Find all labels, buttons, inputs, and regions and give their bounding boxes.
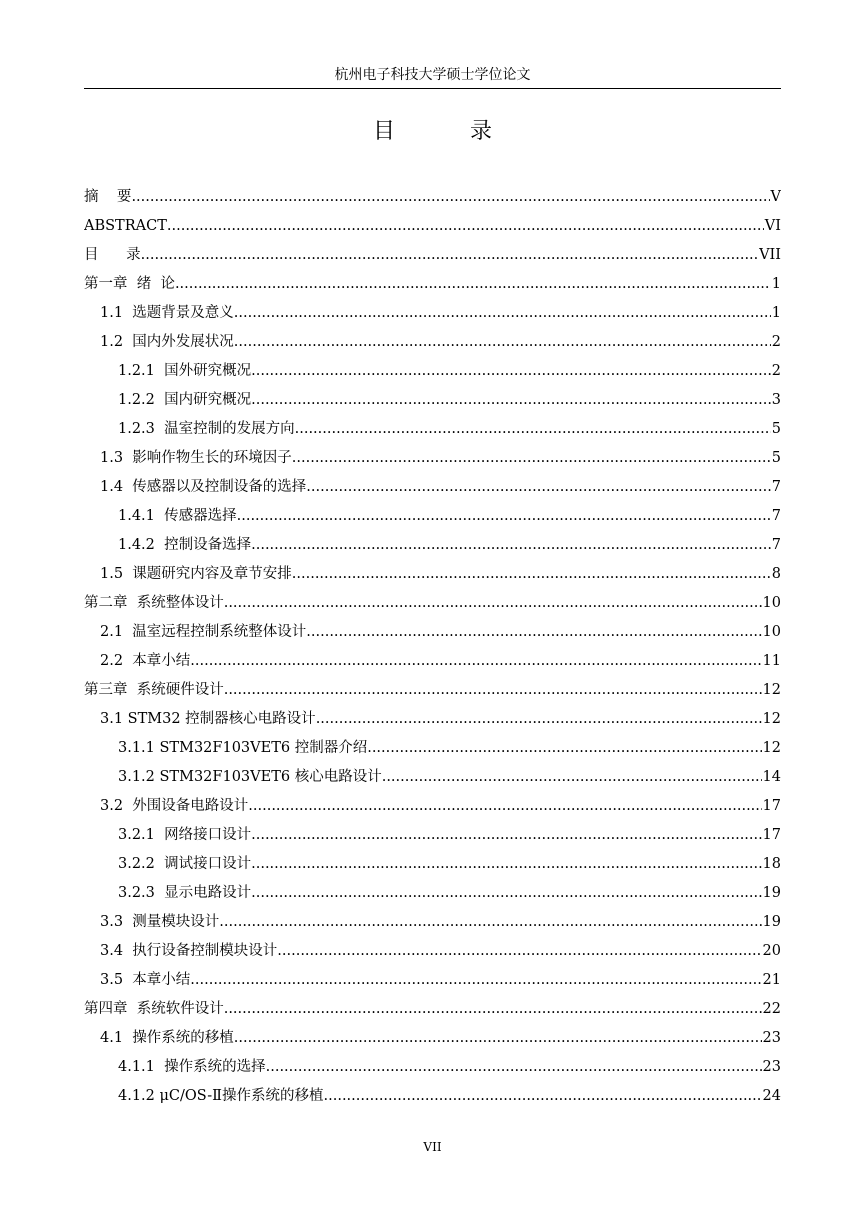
toc-entry-title: 3.1 STM32 控制器核心电路设计 [100,711,316,727]
toc-entry[interactable] [84,879,781,908]
dot-leader [251,821,761,850]
toc-entry-page: 24 [762,1088,781,1104]
toc-entry-title: 3.2 外围设备电路设计 [100,798,249,814]
toc-entry-page: 23 [762,1030,781,1046]
toc-entry-title: 1.2 国内外发展状况 [100,334,234,350]
dot-leader [251,531,771,560]
toc-entry-page: VI [764,218,781,234]
toc-entry-title: 第三章 系统硬件设计 [84,682,224,698]
dot-leader [382,763,762,792]
toc-entry-title: 1.5 课题研究内容及章节安排 [100,566,292,582]
toc-entry-title: 3.4 执行设备控制模块设计 [100,943,278,959]
toc-entry-page: 7 [771,537,781,553]
toc-entry-page: 17 [762,798,781,814]
toc-entry-page: 22 [762,1001,781,1017]
dot-leader [167,212,764,241]
toc-entry[interactable] [84,415,781,444]
dot-leader [316,705,762,734]
toc-entry-page: 1 [771,276,781,292]
toc-entry-page: 2 [771,363,781,379]
dot-leader [131,183,769,212]
toc-entry-title: 1.2.2 国内研究概况 [118,392,252,408]
toc-entry-page: 7 [771,479,781,495]
toc-entry-title: 4.1 操作系统的移植 [100,1030,234,1046]
toc-entry[interactable] [84,763,781,792]
toc-entry-page: 10 [762,595,781,611]
toc-entry-page: 7 [771,508,781,524]
toc-entry-page: 23 [762,1059,781,1075]
toc-entry-title: 3.5 本章小结 [100,972,191,988]
toc-entry-page: 8 [771,566,781,582]
toc-entry-page: 3 [771,392,781,408]
toc-entry-page: 19 [762,914,781,930]
toc-entry-page: 12 [762,711,781,727]
dot-leader [190,647,761,676]
toc-entry[interactable] [84,1082,781,1111]
dot-leader [190,966,761,995]
toc-entry-page: 14 [762,769,781,785]
toc-entry-page: 10 [762,624,781,640]
toc-entry-page: 12 [762,740,781,756]
toc-entry-page: 18 [762,856,781,872]
page-number: VII [423,1140,442,1154]
dot-leader [306,618,761,647]
toc-entry-title: 3.2.2 调试接口设计 [118,856,252,872]
toc-entry-page: 12 [762,682,781,698]
toc-entry-page: 2 [771,334,781,350]
toc-entry-title: 第一章 绪 论 [84,276,175,292]
toc-entry[interactable] [84,937,781,966]
toc-entry[interactable] [84,473,781,502]
toc-entry[interactable] [84,299,781,328]
toc-entry-title: ABSTRACT [84,218,167,234]
toc-entry[interactable] [84,618,781,647]
toc-entry-title: 3.3 测量模块设计 [100,914,220,930]
toc-entry[interactable] [84,908,781,937]
page-title: 目 录 [373,119,526,144]
toc-entry-page: VII [759,247,781,263]
toc-entry-title: 3.1.1 STM32F103VET6 控制器介绍 [118,740,368,756]
toc-entry-title: 1.3 影响作物生长的环境因子 [100,450,292,466]
toc-entry[interactable] [84,270,781,299]
dot-leader [224,995,762,1024]
toc-entry[interactable] [84,328,781,357]
toc-entry-page: 11 [762,653,781,669]
toc-entry[interactable] [84,589,781,618]
toc-entry[interactable] [84,821,781,850]
toc-entry-title: 3.1.2 STM32F103VET6 核心电路设计 [118,769,382,785]
toc-entry-title: 2.1 温室远程控制系统整体设计 [100,624,307,640]
dot-leader [324,1082,762,1111]
toc-entry-title: 3.2.3 显示电路设计 [118,885,252,901]
toc-entry-page: 1 [771,305,781,321]
dot-leader [224,676,762,705]
toc-entry[interactable] [84,357,781,386]
dot-leader [306,473,770,502]
dot-leader [237,502,771,531]
toc-entry-page: 17 [762,827,781,843]
toc-entry-page: V [770,189,781,205]
toc-entry-title: 目 录 [84,247,141,263]
toc-entry-title: 1.4.1 传感器选择 [118,508,237,524]
running-header: 杭州电子科技大学硕士学位论文 [334,67,531,83]
dot-leader [234,328,771,357]
toc-entry[interactable] [84,705,781,734]
dot-leader [219,908,761,937]
toc-entry-title: 2.2 本章小结 [100,653,191,669]
dot-leader [175,270,771,299]
dot-leader [292,560,771,589]
toc-entry-title: 第四章 系统软件设计 [84,1001,224,1017]
toc-entry-page: 5 [771,450,781,466]
dot-leader [295,415,771,444]
toc-entry-title: 1.2.1 国外研究概况 [118,363,252,379]
toc-entry-page: 19 [762,885,781,901]
dot-leader [266,1053,762,1082]
dot-leader [251,850,761,879]
toc-entry[interactable] [84,212,781,241]
dot-leader [141,241,758,270]
toc-entry[interactable] [84,531,781,560]
toc-entry-title: 3.2.1 网络接口设计 [118,827,252,843]
toc-entry-page: 21 [762,972,781,988]
dot-leader [248,792,761,821]
dot-leader [251,357,771,386]
toc-entry-title: 4.1.1 操作系统的选择 [118,1059,266,1075]
toc-entry[interactable] [84,850,781,879]
dot-leader [234,299,771,328]
toc-entry-title: 1.1 选题背景及意义 [100,305,234,321]
dot-leader [277,937,761,966]
toc-entry[interactable] [84,1024,781,1053]
table-of-contents [84,183,781,1111]
toc-entry[interactable] [84,647,781,676]
toc-entry[interactable] [84,792,781,821]
toc-entry-title: 1.4.2 控制设备选择 [118,537,252,553]
dot-leader [367,734,761,763]
dot-leader [251,386,771,415]
toc-entry-title: 摘 要 [84,189,132,205]
toc-entry[interactable] [84,1053,781,1082]
toc-entry-page: 5 [771,421,781,437]
toc-entry-page: 20 [762,943,781,959]
dot-leader [234,1024,762,1053]
toc-entry[interactable] [84,995,781,1024]
toc-entry[interactable] [84,444,781,473]
toc-entry[interactable] [84,241,781,270]
toc-entry[interactable] [84,560,781,589]
toc-entry-title: 4.1.2 μC/OS-Ⅱ操作系统的移植 [118,1088,324,1104]
header-rule [84,88,781,89]
toc-entry-title: 1.2.3 温室控制的发展方向 [118,421,295,437]
toc-entry[interactable] [84,676,781,705]
toc-entry[interactable] [84,502,781,531]
dot-leader [292,444,771,473]
toc-entry[interactable] [84,183,781,212]
toc-entry[interactable] [84,386,781,415]
toc-entry[interactable] [84,966,781,995]
dot-leader [224,589,762,618]
toc-entry-title: 第二章 系统整体设计 [84,595,224,611]
toc-entry-title: 1.4 传感器以及控制设备的选择 [100,479,307,495]
dot-leader [251,879,761,908]
toc-entry[interactable] [84,734,781,763]
